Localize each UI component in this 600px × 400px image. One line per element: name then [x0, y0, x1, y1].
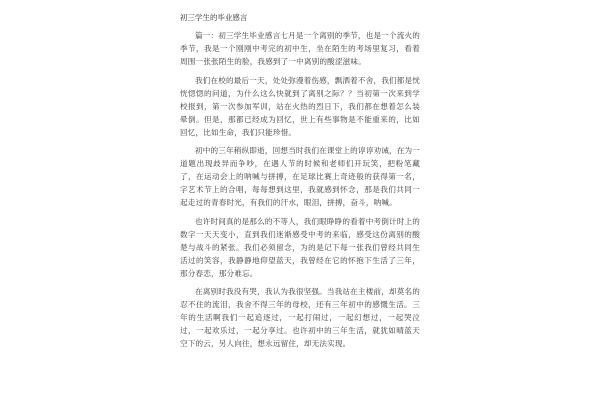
document-body [180, 12, 420, 356]
paragraph-4: 也许时间真的是那么的不等人，我们眼睁睁的看着中考倒计时上的数字一天天变小，直到我们迷渐感受中考的来临，感受这份离别的酸楚与战斗的紧张。我们必须留念，为的是记下每一张我们曾经共同生活过的笑容，我静静地仰望蓝天，我曾经在它的怀抱下生活了三年，那分春恋，那分难忘。 [180, 216, 420, 278]
paragraph-3: 初中的三年稍纵即逝，回想当时我们在课堂上的谆谆劝诫，在为一道题出现歧异而争吵，在遇人节的时候和老师们开玩笑，把粉笔藏了，在运动会上的呐喊与拼搏，在足球比赛上奇迹般的获得第一名，字艺术节上的合唱，每每想到这里，我就感到怀念，那是我们共同一起走过的青春时光，有我们的汗水，眼泪，拼搏，奋斗，呐喊。 [180, 146, 420, 207]
paragraph-5: 在离别时我没有哭，我认为我很坚强。当我站在主楼前，却莫名的忍不住的流泪，我舍不得三年的母校，还有三年初中的感慨生活。三年的生活啊我们一起追逐过，一起打闹过，一起幻想过，一起哭泣过，一起欢乐过，一起分享过。也许初中的三年生活，就犹如晴蓝天空下的云，另人向往，想永远留住，却无法实现。 [180, 287, 420, 348]
paragraph-1: 篇一：初三学生毕业感言七月是一个离别的季节，也是一个流火的季节，我是一个刚刚中考完的初中生，坐在陌生的考场里复习，看着周围一张张陌生的脸，我感到了一中离别的酸涩滋味。 [180, 31, 420, 66]
paragraph-2: 我们在校的最后一天，处处弥漫着伤感，飘洒着不舍，我们都是恍恍惚惚的问道，为什么这么快就到了离别之际？？当初第一次来到学校报到，第一次参加军训，站在火热的烈日下，我们都在想着怎么装晕倒。但是，那都已经成为回忆，世上有些事物是不能重来的，比如回忆，比如生命，我们只能珍惜。 [180, 75, 420, 137]
document-title: 初三学生的毕业感言 [180, 13, 248, 22]
